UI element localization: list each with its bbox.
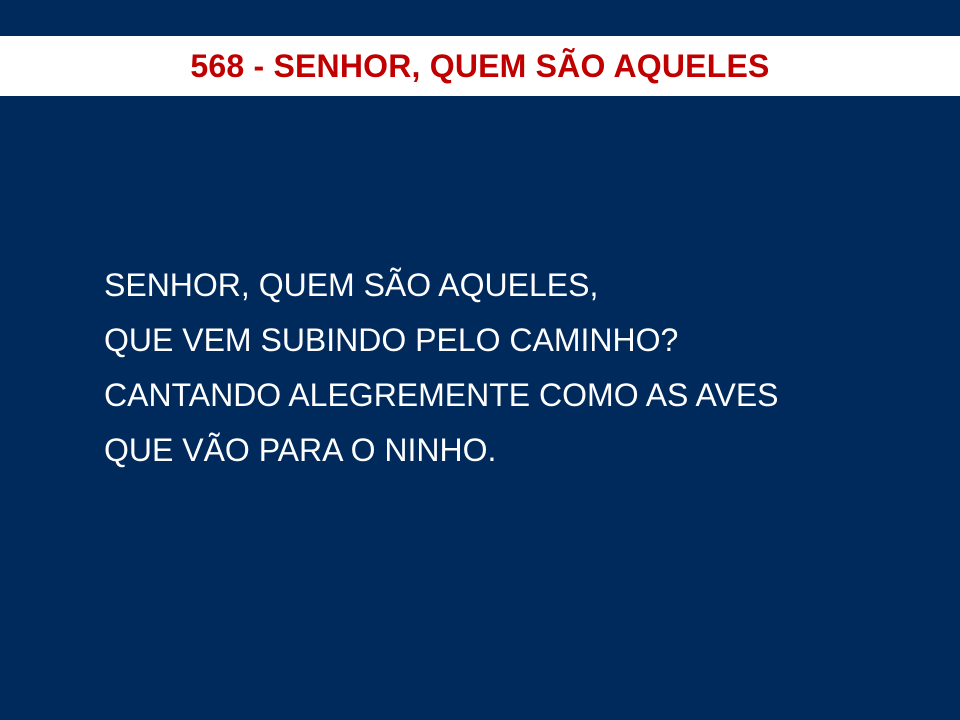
lyric-line-2: QUE VEM SUBINDO PELO CAMINHO?: [104, 322, 679, 358]
lyric-line-1: SENHOR, QUEM SÃO AQUELES,: [104, 267, 599, 303]
slide-title: 568 - SENHOR, QUEM SÃO AQUELES: [190, 48, 770, 84]
lyric-line-3: CANTANDO ALEGREMENTE COMO AS AVES: [104, 377, 779, 413]
title-bar: [0, 36, 960, 96]
lyric-line-4: QUE VÃO PARA O NINHO.: [104, 432, 497, 468]
lyrics-block: [104, 258, 934, 478]
